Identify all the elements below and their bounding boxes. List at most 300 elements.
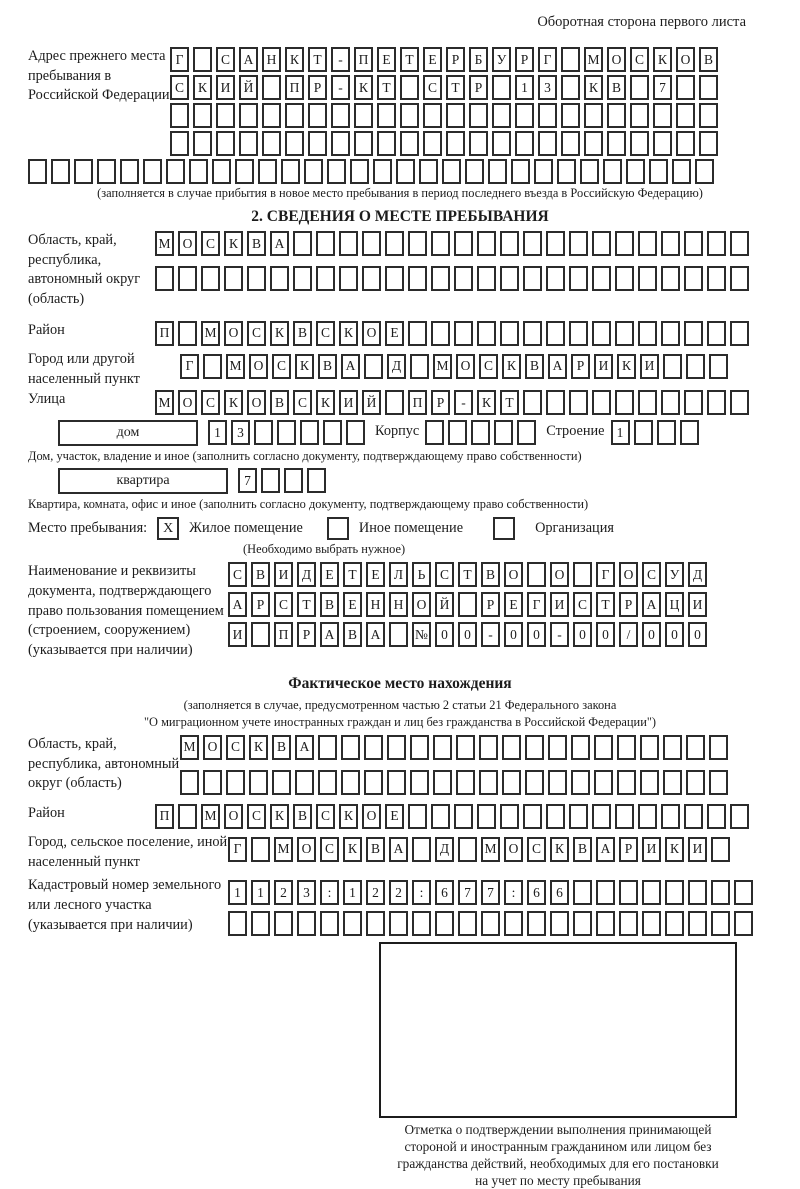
char-cell: Р [308,75,327,100]
char-cell: Т [308,47,327,72]
char-cell: О [297,837,316,862]
mark-section [346,942,770,1189]
char-cell [517,420,536,445]
char-cell: Г [538,47,557,72]
char-cell: А [295,735,314,760]
char-cell: П [354,47,373,72]
char-cell [515,103,534,128]
char-cell [193,103,212,128]
fact-title: Фактическое место нахождения [288,674,512,692]
char-cell: О [224,321,243,346]
char-cell [561,103,580,128]
char-cell [251,837,270,862]
char-cell [538,103,557,128]
char-cell: К [343,837,362,862]
char-cell [454,266,473,291]
char-cell: К [224,231,243,256]
char-cell [661,231,680,256]
char-cell [320,911,339,936]
char-cell: К [295,354,314,379]
char-cell [431,231,450,256]
char-cell [458,837,477,862]
char-cell [425,420,444,445]
char-cell: Т [343,562,362,587]
char-cell [408,804,427,829]
ulitsa-label: Улица [28,391,66,408]
char-cell [569,266,588,291]
char-cell [293,266,312,291]
char-cell [550,911,569,936]
char-cell: 0 [596,622,615,647]
char-cell [684,804,703,829]
char-cell [339,266,358,291]
char-cell [688,880,707,905]
char-row [425,420,536,445]
char-cell: Т [400,47,419,72]
char-cell: К [270,804,289,829]
char-cell: С [479,354,498,379]
char-cell: 0 [458,622,477,647]
char-cell [502,770,521,795]
char-cell [318,735,337,760]
char-cell [362,231,381,256]
char-cell: П [274,622,293,647]
doc-label: Наименование и реквизиты документа, подтверждающего право пользования помещением (строением, сооружением) (указывается при наличии) [28,563,224,659]
mark-caption-line: Отметка о подтверждении выполнения принимающей [404,1122,712,1138]
char-cell [573,880,592,905]
char-cell [454,321,473,346]
prev-address-rows [170,47,718,156]
char-cell: И [228,622,247,647]
mark-caption-line: на учет по месту пребывания [475,1173,641,1189]
char-cell [488,159,507,184]
char-cell: Т [446,75,465,100]
char-cell [695,159,714,184]
char-cell [456,735,475,760]
char-cell [642,880,661,905]
char-cell: / [619,622,638,647]
char-cell [293,231,312,256]
char-cell [387,770,406,795]
fact-oblast-rows [180,735,728,795]
char-cell: И [642,837,661,862]
char-cell: В [525,354,544,379]
char-cell [709,770,728,795]
char-cell [492,131,511,156]
checkbox-org [493,517,515,540]
char-cell: С [573,592,592,617]
char-cell: 7 [458,880,477,905]
char-cell: Г [228,837,247,862]
char-cell [734,880,753,905]
char-cell [387,735,406,760]
char-cell: С [642,562,661,587]
char-cell [385,231,404,256]
char-cell: О [504,562,523,587]
raion-block [28,321,772,346]
char-cell: М [433,354,452,379]
dom-box: дом [58,420,198,446]
char-cell: - [481,622,500,647]
char-cell: М [226,354,245,379]
char-cell [226,770,245,795]
char-cell: В [607,75,626,100]
char-cell: И [640,354,659,379]
char-cell [465,159,484,184]
char-cell: К [249,735,268,760]
char-cell: А [270,231,289,256]
char-cell [592,266,611,291]
char-cell [431,804,450,829]
char-cell [216,131,235,156]
char-cell: 7 [238,468,257,493]
char-cell [431,266,450,291]
char-cell: А [239,47,258,72]
char-cell [711,880,730,905]
fact-gorod-label: Город, сельское поселение, иной населенный пункт [28,833,228,870]
char-cell: Д [435,837,454,862]
char-cell: Й [435,592,454,617]
char-cell [534,159,553,184]
char-cell [277,420,296,445]
char-cell [216,103,235,128]
char-cell: В [251,562,270,587]
char-cell: В [247,231,266,256]
char-cell: И [550,592,569,617]
char-cell [707,390,726,415]
char-cell: О [224,804,243,829]
char-cell [400,75,419,100]
char-cell [619,880,638,905]
char-cell: : [320,880,339,905]
fact-raion-block [28,804,772,829]
char-cell [571,770,590,795]
char-cell [341,735,360,760]
char-cell: И [688,837,707,862]
char-cell [203,770,222,795]
char-cell [684,390,703,415]
kvartira-box: квартира [58,468,228,494]
char-cell [607,131,626,156]
char-cell [307,468,326,493]
char-cell: О [607,47,626,72]
char-cell: С [226,735,245,760]
char-cell: У [665,562,684,587]
mark-caption [346,1121,770,1189]
char-cell [686,354,705,379]
char-cell [201,266,220,291]
char-cell: С [320,837,339,862]
stroenie-label: Строение [546,423,605,440]
char-cell [477,266,496,291]
char-cell [561,47,580,72]
char-cell [350,159,369,184]
prev-address-full-row [28,159,772,184]
char-cell: С [527,837,546,862]
char-cell [615,231,634,256]
char-cell [580,159,599,184]
char-cell [469,103,488,128]
char-cell: 0 [688,622,707,647]
char-cell: В [699,47,718,72]
char-cell [584,131,603,156]
char-cell: А [548,354,567,379]
char-cell [615,321,634,346]
char-cell: 0 [527,622,546,647]
char-cell: - [331,75,350,100]
char-cell [561,75,580,100]
char-cell [672,159,691,184]
char-cell [166,159,185,184]
char-cell [343,911,362,936]
char-cell [249,770,268,795]
char-cell [285,131,304,156]
char-cell: И [216,75,235,100]
char-cell: 6 [435,880,454,905]
char-cell [492,103,511,128]
char-cell [527,562,546,587]
char-cell: 3 [538,75,557,100]
section2-title: 2. СВЕДЕНИЯ О МЕСТЕ ПРЕБЫВАНИЯ [251,208,549,225]
char-cell: С [274,592,293,617]
char-cell: П [155,804,174,829]
char-cell [561,131,580,156]
char-cell: Г [527,592,546,617]
char-cell: В [318,354,337,379]
char-cell [569,321,588,346]
char-cell [711,837,730,862]
char-cell: О [247,390,266,415]
char-cell: К [550,837,569,862]
char-cell [638,266,657,291]
char-cell: М [201,804,220,829]
char-cell [354,131,373,156]
char-cell: И [688,592,707,617]
char-cell: А [596,837,615,862]
char-cell [630,75,649,100]
char-cell [423,103,442,128]
char-cell [569,390,588,415]
char-cell: К [665,837,684,862]
char-cell: Е [377,47,396,72]
char-cell: Й [362,390,381,415]
char-cell: Е [320,562,339,587]
char-row [228,562,707,587]
char-cell: Г [180,354,199,379]
dom-caption: Дом, участок, владение и иное (заполнить согласно документу, подтверждающему право собственности) [28,449,582,464]
char-cell [707,266,726,291]
char-cell: 1 [343,880,362,905]
char-cell: 0 [665,622,684,647]
char-cell [431,321,450,346]
mark-caption-line: стороной и иностранным гражданином или лицом без [404,1139,712,1155]
char-cell [619,911,638,936]
char-cell: Т [458,562,477,587]
char-cell [170,103,189,128]
char-cell [686,735,705,760]
char-cell: Е [423,47,442,72]
char-cell [707,231,726,256]
char-cell: Р [251,592,270,617]
char-cell: К [270,321,289,346]
char-cell: К [653,47,672,72]
checkbox-inoe [327,517,349,540]
char-cell [548,770,567,795]
char-cell [592,231,611,256]
char-cell: № [412,622,431,647]
char-cell: Р [571,354,590,379]
char-cell [546,266,565,291]
char-cell [178,804,197,829]
char-cell [594,770,613,795]
char-cell: Т [377,75,396,100]
char-cell: Р [297,622,316,647]
char-cell [433,770,452,795]
char-cell: В [272,735,291,760]
char-cell: Т [297,592,316,617]
char-cell [400,131,419,156]
char-row [155,321,749,346]
char-cell [596,880,615,905]
char-cell [615,804,634,829]
char-cell [617,735,636,760]
char-cell [676,75,695,100]
char-cell [295,770,314,795]
char-cell [479,735,498,760]
char-cell [235,159,254,184]
char-cell: М [155,390,174,415]
char-cell [626,159,645,184]
char-cell [170,131,189,156]
fact-raion-label: Район [28,804,65,821]
char-cell: С [316,321,335,346]
stay-type-row [28,517,772,540]
char-cell: 3 [231,420,250,445]
option-inoe-label: Иное помещение [358,520,464,537]
char-cell: А [642,592,661,617]
char-cell [573,562,592,587]
char-cell: Й [239,75,258,100]
fact-oblast-label: Область, край, республика, автономный округ (область) [28,735,180,792]
char-cell [661,390,680,415]
char-cell [707,321,726,346]
char-cell: А [320,622,339,647]
char-cell: С [170,75,189,100]
char-row [170,103,718,128]
char-cell: К [339,804,358,829]
char-cell [571,735,590,760]
char-row [228,622,707,647]
char-cell [709,735,728,760]
char-cell: Е [343,592,362,617]
char-cell: С [316,804,335,829]
char-cell [686,770,705,795]
char-cell [189,159,208,184]
char-cell [178,266,197,291]
fact-oblast-block [28,735,772,795]
char-cell [285,103,304,128]
char-cell [297,911,316,936]
char-cell [676,103,695,128]
char-cell [454,804,473,829]
char-cell [548,735,567,760]
char-cell: 1 [515,75,534,100]
char-cell [477,321,496,346]
char-cell [630,103,649,128]
char-cell: О [412,592,431,617]
kadastr-label: Кадастровый номер земельного или лесного участка (указывается при наличии) [28,877,222,933]
char-cell: 0 [573,622,592,647]
char-cell: В [343,622,362,647]
char-cell [318,770,337,795]
char-cell: : [412,880,431,905]
char-cell [341,770,360,795]
char-cell [354,103,373,128]
char-row [611,420,699,445]
char-cell [323,420,342,445]
char-cell: Е [385,321,404,346]
char-cell: К [584,75,603,100]
char-cell [617,770,636,795]
char-cell: Е [504,592,523,617]
char-cell [584,103,603,128]
prev-address-caption: (заполняется в случае прибытия в новое место пребывания в период последнего въезда в Российскую Федерацию) [97,186,703,200]
char-cell [373,159,392,184]
char-cell: К [339,321,358,346]
char-cell [262,131,281,156]
char-cell: К [316,390,335,415]
char-row [155,804,749,829]
char-cell [456,770,475,795]
char-cell [523,390,542,415]
char-row [170,47,718,72]
prev-address-block [28,47,772,156]
char-cell: В [366,837,385,862]
char-row [170,75,718,100]
char-cell [665,880,684,905]
char-cell: Д [297,562,316,587]
char-cell: К [354,75,373,100]
char-cell [730,231,749,256]
kadastr-block [28,876,772,936]
char-cell [638,321,657,346]
char-cell: И [274,562,293,587]
char-cell [684,231,703,256]
char-cell [364,770,383,795]
char-cell [615,390,634,415]
char-cell [408,321,427,346]
char-cell: О [178,390,197,415]
char-cell: 6 [550,880,569,905]
char-cell: П [155,321,174,346]
char-cell: 7 [653,75,672,100]
char-cell [502,735,521,760]
char-cell [300,420,319,445]
char-cell [730,804,749,829]
char-cell: Л [389,562,408,587]
char-cell: М [274,837,293,862]
char-cell [500,266,519,291]
char-cell [630,131,649,156]
char-cell [385,390,404,415]
char-cell [212,159,231,184]
char-cell: Б [469,47,488,72]
char-cell [640,735,659,760]
char-cell [688,911,707,936]
stay-type-label: Место пребывания: [28,520,148,537]
char-cell [525,770,544,795]
char-cell: П [285,75,304,100]
